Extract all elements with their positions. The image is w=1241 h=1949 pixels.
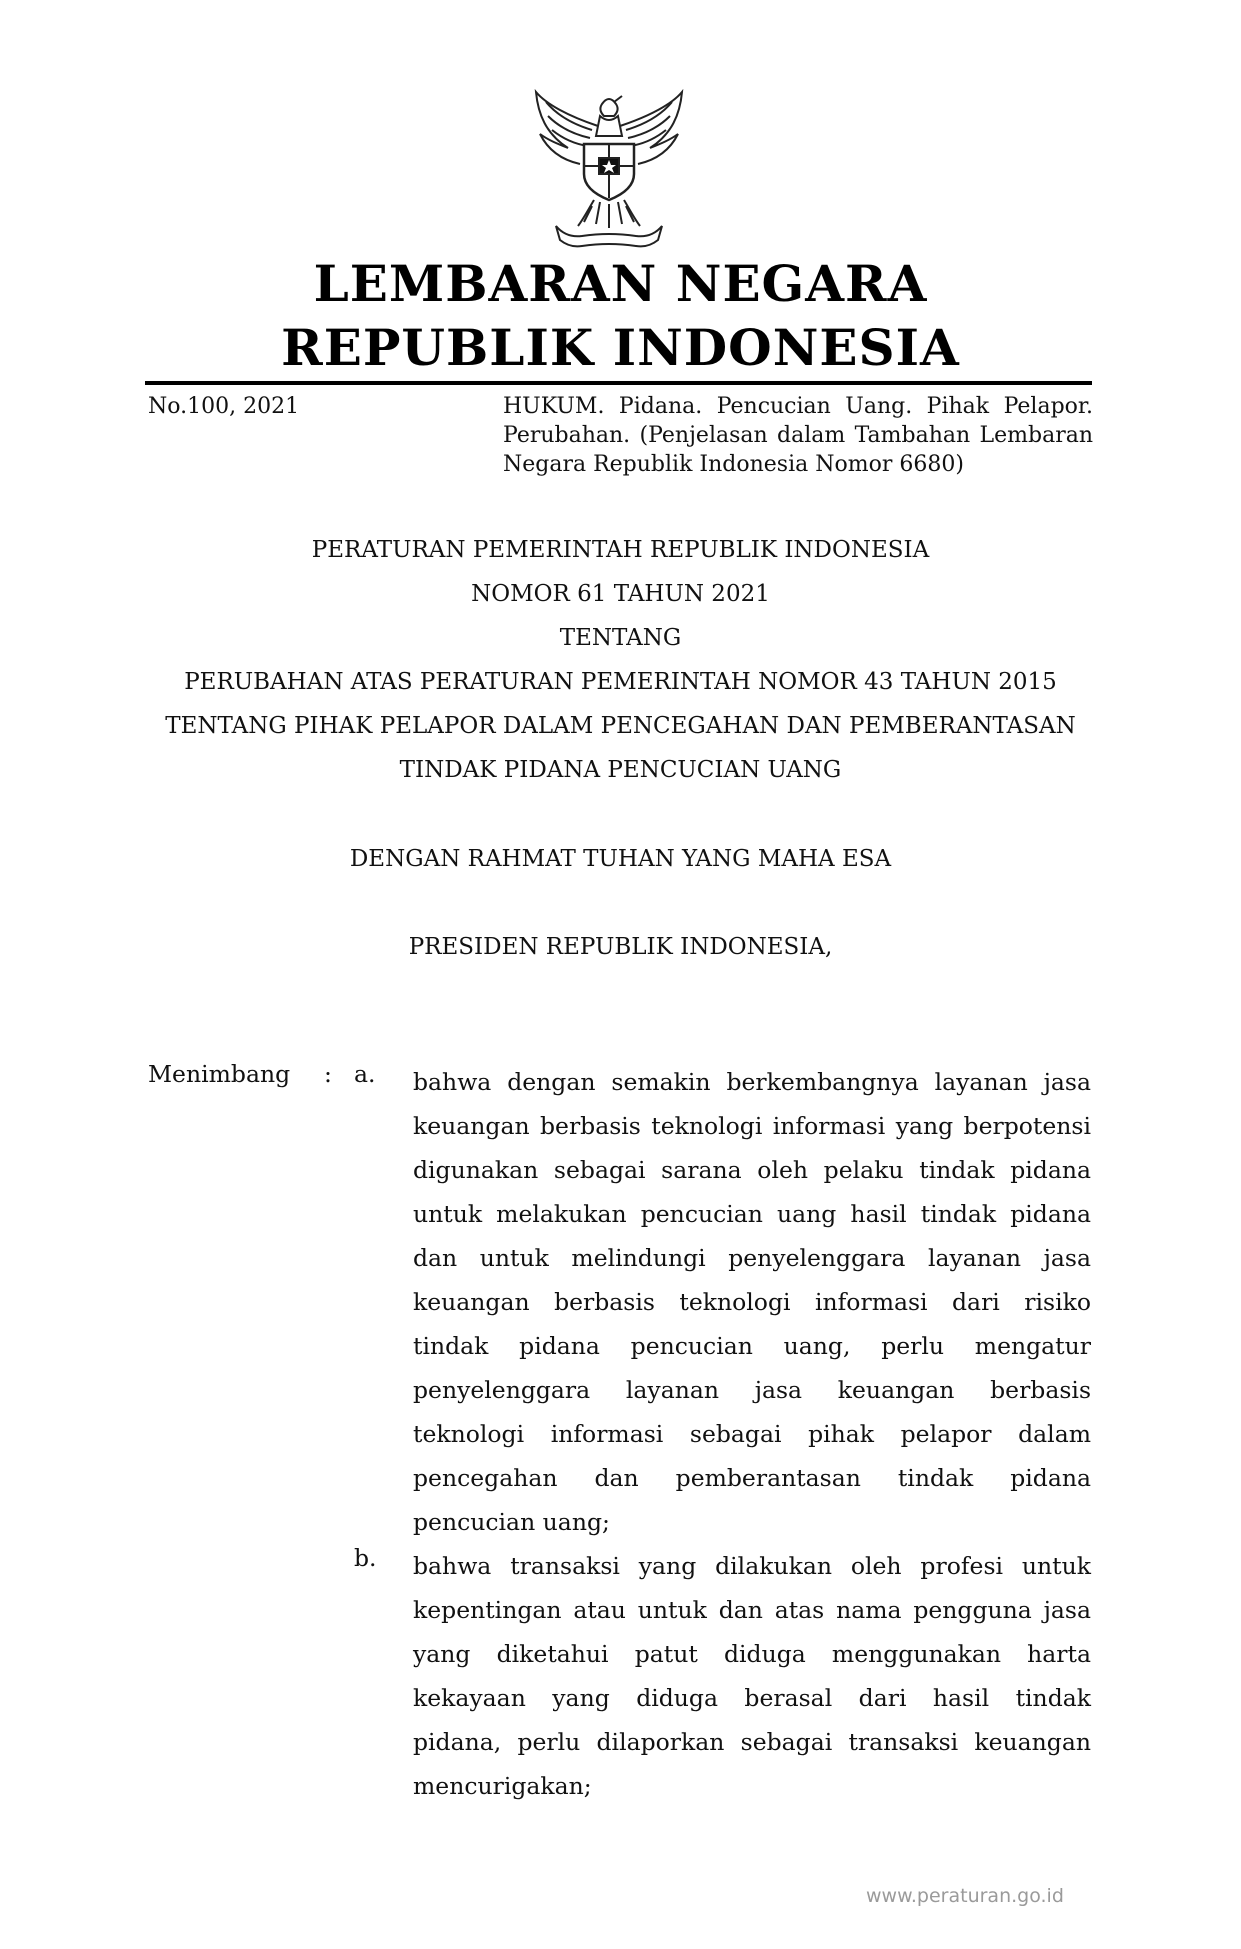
item-b-line: kepentingan atau untuk dan atas nama pengguna jasa <box>413 1596 1091 1624</box>
item-a-line: keuangan berbasis teknologi informasi yang berpotensi <box>413 1112 1091 1140</box>
item-a-line: dan untuk melindungi penyelenggara layanan jasa <box>413 1244 1091 1272</box>
item-a-line: tindak pidana pencucian uang, perlu mengatur <box>413 1332 1091 1360</box>
regulation-number: NOMOR 61 TAHUN 2021 <box>471 581 770 607</box>
item-a-line: digunakan sebagai sarana oleh pelaku tindak pidana <box>413 1156 1091 1184</box>
masthead-rule <box>145 381 1092 385</box>
item-a-line: pencucian uang; <box>413 1508 610 1536</box>
item-a-line: teknologi informasi sebagai pihak pelapor dalam <box>413 1420 1091 1448</box>
regulation-title: PERATURAN PEMERINTAH REPUBLIK INDONESIA <box>311 537 930 563</box>
item-a-line: bahwa dengan semakin berkembangnya layanan jasa <box>413 1068 1091 1096</box>
item-a-marker: a. <box>354 1060 376 1088</box>
item-b-text <box>413 1544 1091 1808</box>
item-a-line: untuk melakukan pencucian uang hasil tindak pidana <box>413 1200 1091 1228</box>
item-a-line: keuangan berbasis teknologi informasi dari risiko <box>413 1288 1091 1316</box>
regulation-about: TENTANG <box>559 625 682 651</box>
masthead-line-2: REPUBLIK INDONESIA <box>281 318 960 377</box>
garuda-pancasila-emblem-icon <box>528 86 690 248</box>
item-a-line: pencegahan dan pemberantasan tindak pidana <box>413 1464 1091 1492</box>
issuer-line: PRESIDEN REPUBLIK INDONESIA, <box>408 934 833 960</box>
gazette-description: HUKUM. Pidana. Pencucian Uang. Pihak Pelapor. Perubahan. (Penjelasan dalam Tambahan Lembaran Negara Republik Indonesia Nomor 6680) <box>503 394 1093 477</box>
gazette-number: No.100, 2021 <box>148 394 300 419</box>
item-b-line: mencurigakan; <box>413 1772 592 1800</box>
item-a-line: penyelenggara layanan jasa keuangan berbasis <box>413 1376 1091 1404</box>
item-a-text <box>413 1060 1091 1544</box>
masthead-line-1: LEMBARAN NEGARA <box>313 254 928 313</box>
item-b-line: pidana, perlu dilaporkan sebagai transaksi keuangan <box>413 1728 1091 1756</box>
regulation-subject-line-1: PERUBAHAN ATAS PERATURAN PEMERINTAH NOMOR 43 TAHUN 2015 <box>184 669 1057 695</box>
blessing-line: DENGAN RAHMAT TUHAN YANG MAHA ESA <box>349 846 892 872</box>
regulation-subject-line-3: TINDAK PIDANA PENCUCIAN UANG <box>399 757 842 783</box>
item-b-line: yang diketahui patut diduga menggunakan harta <box>413 1640 1091 1668</box>
item-b-marker: b. <box>354 1544 377 1572</box>
item-b-line: kekayaan yang diduga berasal dari hasil tindak <box>413 1684 1091 1712</box>
item-b-line: bahwa transaksi yang dilakukan oleh profesi untuk <box>413 1552 1091 1580</box>
considering-colon: : <box>324 1060 332 1088</box>
regulation-subject-line-2: TENTANG PIHAK PELAPOR DALAM PENCEGAHAN DAN PEMBERANTASAN <box>165 713 1076 739</box>
considering-label: Menimbang <box>148 1060 291 1088</box>
footer-url: www.peraturan.go.id <box>866 1885 1064 1907</box>
